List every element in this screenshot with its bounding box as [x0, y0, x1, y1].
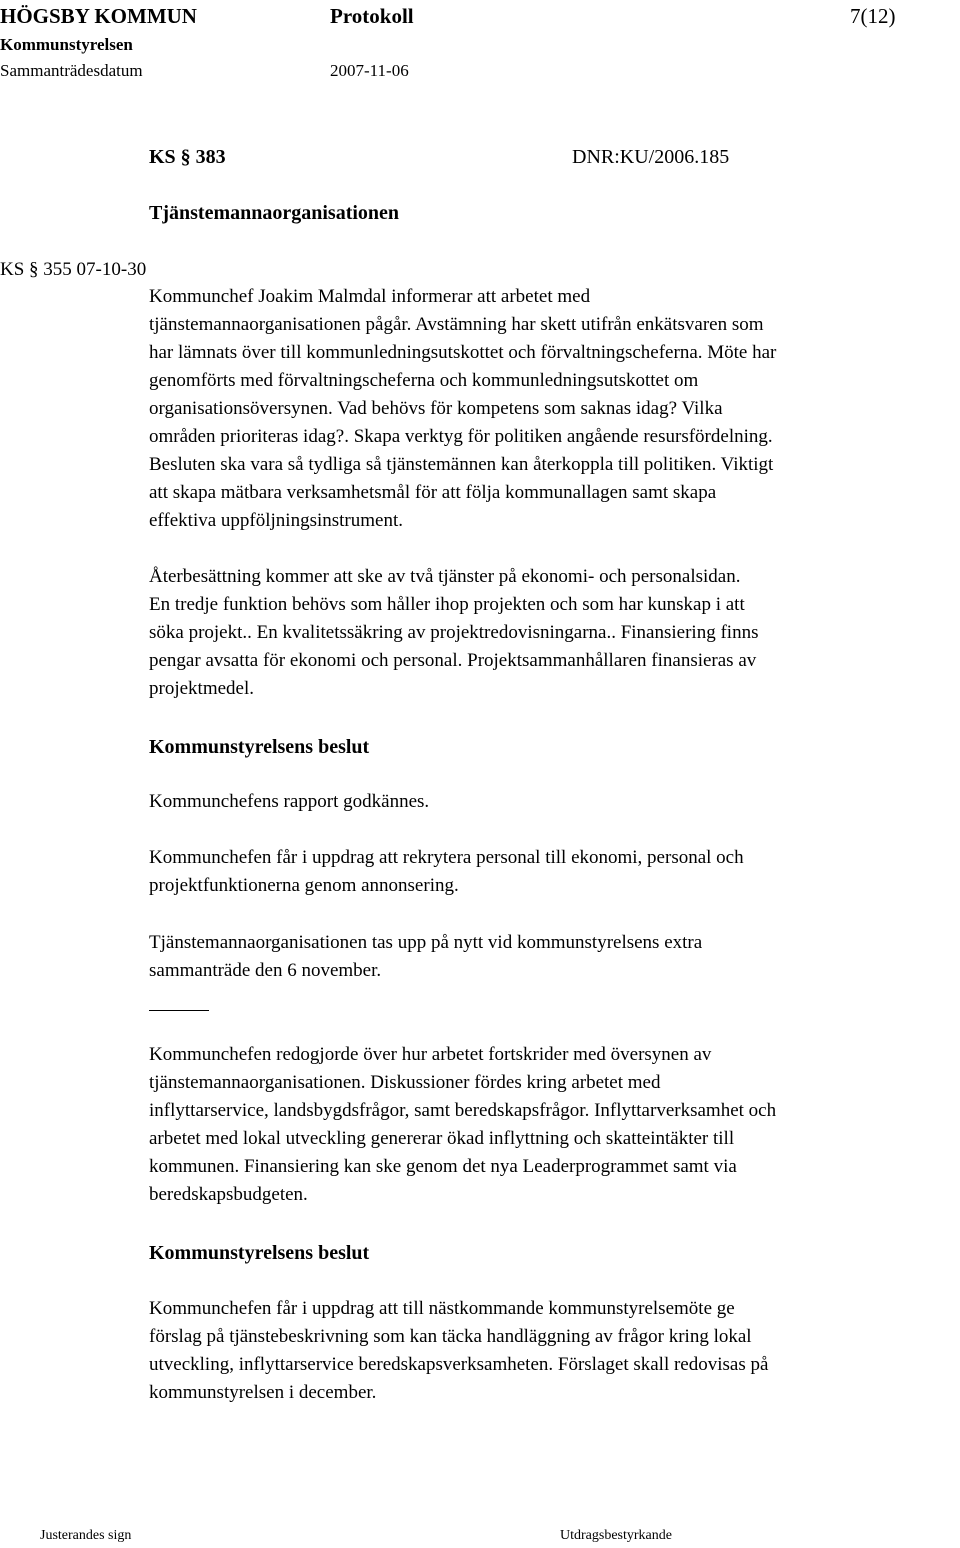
decision2-heading: Kommunstyrelsens beslut: [149, 1242, 370, 1264]
footer-certification-label: Utdragsbestyrkande: [560, 1528, 672, 1543]
case-dnr: DNR:KU/2006.185: [572, 146, 730, 168]
text-line: projektmedel.: [149, 678, 254, 699]
section1-paragraph-2: [149, 563, 758, 703]
text-line: Kommunchefen får i uppdrag att till nästkommande kommunstyrelsemöte ge: [149, 1298, 735, 1319]
case-title: Tjänstemannaorganisationen: [149, 202, 400, 224]
footer-signature-label: Justerandes sign: [40, 1528, 132, 1543]
text-line: genomförts med förvaltningscheferna och kommunledningsutskottet om: [149, 370, 699, 391]
decision1-item2: [149, 844, 744, 900]
text-line: effektiva uppföljningsinstrument.: [149, 510, 403, 531]
text-line: projektfunktionerna genom annonsering.: [149, 875, 459, 896]
text-line: förslag på tjänstebeskrivning som kan täcka handläggning av frågor kring lokal: [149, 1326, 752, 1347]
section1-paragraph: [149, 283, 776, 535]
text-line: Återbesättning kommer att ske av två tjänster på ekonomi- och personalsidan.: [149, 566, 741, 587]
text-line: områden prioriteras idag?. Skapa verktyg för politiken angående resursfördelning.: [149, 426, 773, 447]
separator-rule: [149, 1010, 209, 1011]
text-line: Kommunchef Joakim Malmdal informerar att arbetet med: [149, 286, 591, 307]
body-name: Kommunstyrelsen: [0, 35, 133, 54]
text-line: Kommunchefen redogjorde över hur arbetet fortskrider med översynen av: [149, 1044, 712, 1065]
text-line: Kommunchefen får i uppdrag att rekrytera personal till ekonomi, personal och: [149, 847, 744, 868]
case-reference: KS § 355 07-10-30: [0, 259, 147, 280]
text-line: att skapa mätbara verksamhetsmål för att följa kommunallagen samt skapa: [149, 482, 717, 503]
text-line: tjänstemannaorganisationen pågår. Avstämning har skett utifrån enkätsvaren som: [149, 314, 764, 335]
document-type: Protokoll: [330, 4, 414, 28]
text-line: tjänstemannaorganisationen. Diskussioner fördes kring arbetet med: [149, 1072, 661, 1093]
decision1-heading: Kommunstyrelsens beslut: [149, 736, 370, 758]
text-line: sammanträde den 6 november.: [149, 960, 382, 981]
section2-paragraph: [149, 1041, 776, 1209]
meeting-date-label: Sammanträdesdatum: [0, 61, 143, 80]
text-line: Besluten ska vara så tydliga så tjänstemännen kan återkoppla till politiken. Viktigt: [149, 454, 774, 475]
text-line: utveckling, inflyttarservice beredskapsverksamheten. Förslaget skall redovisas på: [149, 1354, 769, 1375]
decision1-item1: Kommunchefens rapport godkännes.: [149, 791, 430, 812]
organization-name: HÖGSBY KOMMUN: [0, 4, 197, 28]
case-number: KS § 383: [149, 146, 226, 168]
text-line: kommunen. Finansiering kan ske genom det nya Leaderprogrammet samt via: [149, 1156, 737, 1177]
text-line: inflyttarservice, landsbygdsfrågor, samt beredskapsfrågor. Inflyttarverksamhet och: [149, 1100, 777, 1121]
decision1-item3: [149, 929, 702, 985]
decision2-paragraph: [149, 1295, 768, 1407]
text-line: En tredje funktion behövs som håller ihop projekten och som har kunskap i att: [149, 594, 745, 615]
page-number: 7(12): [850, 4, 896, 28]
meeting-date: 2007-11-06: [330, 61, 409, 80]
text-line: pengar avsatta för ekonomi och personal. Projektsammanhållaren finansieras av: [149, 650, 757, 671]
text-line: kommunstyrelsen i december.: [149, 1382, 377, 1403]
text-line: organisationsöversynen. Vad behövs för kompetens som saknas idag? Vilka: [149, 398, 723, 419]
text-line: Tjänstemannaorganisationen tas upp på nytt vid kommunstyrelsens extra: [149, 932, 703, 953]
text-line: har lämnats över till kommunledningsutskottet och förvaltningscheferna. Möte har: [149, 342, 777, 363]
text-line: söka projekt.. En kvalitetssäkring av projektredovisningarna.. Finansiering finns: [149, 622, 759, 643]
text-line: beredskapsbudgeten.: [149, 1184, 308, 1205]
text-line: arbetet med lokal utveckling genererar ökad inflyttning och skatteintäkter till: [149, 1128, 735, 1149]
